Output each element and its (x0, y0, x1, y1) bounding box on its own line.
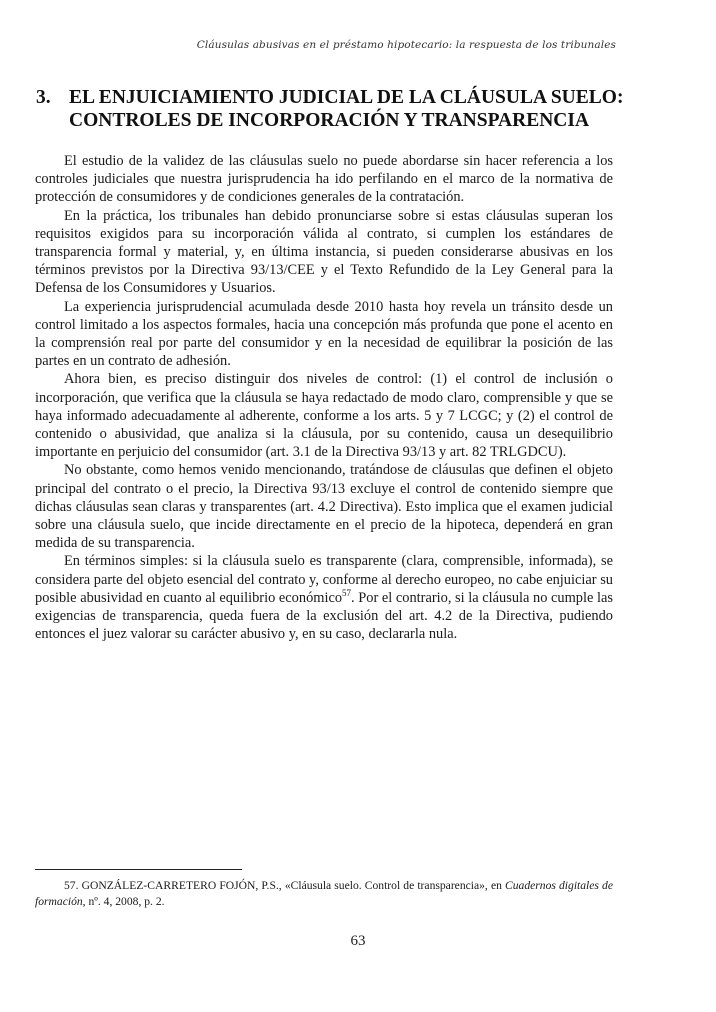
running-head: Cláusulas abusivas en el préstamo hipotecario: la respuesta de los tribunales (196, 39, 616, 51)
page-number: 63 (350, 933, 366, 949)
footnote-author: GONZÁLEZ-CARRETERO FOJÓN, P.S., (81, 879, 282, 892)
footnote-divider (35, 869, 242, 870)
section-heading (36, 86, 636, 132)
paragraph: La experiencia jurisprudencial acumulada desde 2010 hasta hoy revela un tránsito desde un control limitado a los aspectos formales, hacia una concepción más profunda que pone el acento en la comprensión real por parte del consumidor y en la necesidad de equilibrar la posición de las partes en un contrato de adhesión. (35, 298, 613, 370)
footnote-article: «Cláusula suelo. Control de transparencia», (284, 879, 488, 892)
footnote (35, 878, 613, 909)
paragraph-text: . Por el contrario, si la cláusula no cumple las exigencias de transparencia, queda fuera de la exclusión del art. 4.2 de la Directiva, pudiendo entonces el juez valorar su carácter abusivo y, en su caso, declararla nula. (35, 589, 613, 643)
paragraph: Ahora bien, es preciso distinguir dos niveles de control: (1) el control de inclusión o incorporación, que verifica que la cláusula se haya redactado de modo claro, comprensible y que se haya informado adecuadamente al adherente, conforme a los arts. 5 y 7 LCGC; y (2) el control de contenido o abusividad, que analiza si la cláusula, por su contenido, causa un desequilibrio importante en perjuicio del consumidor (art. 3.1 de la Directiva 93/13 y art. 82 TRLGDCU). (35, 371, 613, 461)
footnote-prefix: en (490, 879, 502, 892)
paragraph: No obstante, como hemos venido mencionando, tratándose de cláusulas que definen el objeto principal del contrato o el precio, la Directiva 93/13 excluye el control de contenido siempre que dichas cláusulas sean claras y transparentes (art. 4.2 Directiva). Esto implica que el examen judicial sobre una cláusula suelo, que incide directamente en el precio de la hipoteca, dependerá en gran medida de su transparencia. (35, 462, 613, 552)
footnote-details: , nº. 4, 2008, p. 2. (82, 894, 165, 908)
section-title: EL ENJUICIAMIENTO JUDICIAL DE LA CLÁUSULA SUELO: CONTROLES DE INCORPORACIÓN Y TRANSPARENCIA (69, 87, 624, 131)
paragraph: El estudio de la validez de las cláusulas suelo no puede abordarse sin hacer referencia a los controles judiciales que nuestra jurisprudencia ha ido perfilando en el marco de la normativa de protección de consumidores y de condiciones generales de la contratación. (35, 153, 613, 206)
paragraph (35, 552, 613, 643)
paragraph: En la práctica, los tribunales han debido pronunciarse sobre si estas cláusulas superan los requisitos exigidos para su incorporación válida al contrato, si cumplen los estándares de transparencia formal y material, y, en última instancia, si pueden considerarse abusivas en los términos previstos por la Directiva 93/13/CEE y el Texto Refundido de la Ley General para la Defensa de los Consumidores y Usuarios. (35, 207, 613, 297)
footnote-reference[interactable]: 57 (342, 588, 352, 599)
section-number: 3. (36, 87, 51, 108)
footnote-number: 57. (64, 879, 79, 892)
footnote-journal: Cuadernos digitales de formación (35, 879, 613, 908)
paragraph-text: En términos simples: si la cláusula suelo es transparente (clara, comprensible, informada), se considera parte del objeto esencial del contrato y, conforme al derecho europeo, no cabe enjuiciar su posible abusividad en cuanto al equilibrio económico (35, 553, 613, 606)
body-text (35, 152, 613, 643)
